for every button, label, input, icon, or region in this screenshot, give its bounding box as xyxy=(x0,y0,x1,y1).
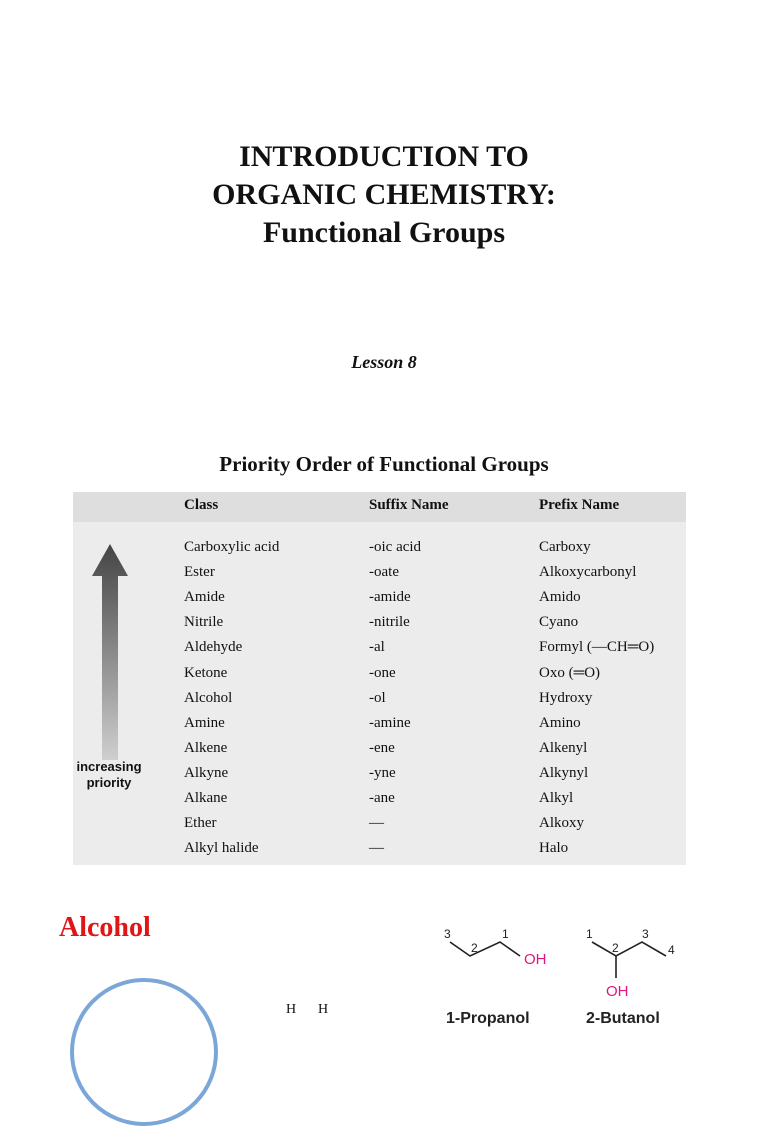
propanol-oh-group: OH xyxy=(524,951,547,968)
butanol-oh-group: OH xyxy=(606,983,629,1000)
table-cell-suffix: -amine xyxy=(369,714,411,731)
table-cell-class: Alcohol xyxy=(184,689,233,706)
table-cell-prefix: Oxo (═O) xyxy=(539,664,601,681)
table-cell-class: Ketone xyxy=(184,664,228,681)
table-title: Priority Order of Functional Groups xyxy=(219,452,549,476)
table-cell-prefix: Halo xyxy=(539,840,569,857)
priority-table xyxy=(73,492,686,865)
table-cell-class: Amine xyxy=(184,714,225,731)
table-cell-class: Alkane xyxy=(184,790,228,806)
table-cell-suffix: -yne xyxy=(369,764,396,781)
table-cell-prefix: Alkyl xyxy=(539,790,574,806)
priority-label-line-1: increasing xyxy=(76,759,142,774)
table-cell-suffix: -oate xyxy=(369,564,399,581)
blue-circle-shape xyxy=(70,978,218,1126)
table-cell-class: Alkyne xyxy=(184,764,229,781)
butanol-number-3: 3 xyxy=(642,927,649,941)
propanol-number-3: 3 xyxy=(444,927,451,941)
table-cell-suffix: -amide xyxy=(369,589,411,606)
table-cell-prefix: Alkoxycarbonyl xyxy=(539,564,637,581)
table-cell-prefix: Alkoxy xyxy=(539,815,584,832)
header-prefix: Prefix Name xyxy=(539,497,620,513)
butanol-number-2: 2 xyxy=(612,941,619,955)
table-cell-prefix: Formyl (—CH═O) xyxy=(539,639,655,656)
alcohol-molecules-diagram xyxy=(430,920,690,1000)
header-class: Class xyxy=(184,497,219,513)
h-atom-1: H xyxy=(286,1002,297,1017)
table-cell-suffix: -one xyxy=(369,664,396,681)
lesson-label: Lesson 8 xyxy=(351,352,417,372)
table-cell-suffix: — xyxy=(369,815,384,832)
table-cell-suffix: -al xyxy=(369,639,385,656)
butanol-number-4: 4 xyxy=(668,943,675,957)
table-cell-class: Alkyl halide xyxy=(184,840,259,857)
table-cell-class: Amide xyxy=(184,589,225,606)
propanol-number-1: 1 xyxy=(502,927,509,941)
increasing-priority-arrow-icon xyxy=(90,542,130,762)
table-cell-suffix: -nitrile xyxy=(369,614,410,631)
page-title-line-1: INTRODUCTION TO xyxy=(239,140,529,173)
table-cell-prefix: Alkynyl xyxy=(539,764,589,781)
page-title-line-2: ORGANIC CHEMISTRY: xyxy=(212,178,556,211)
table-cell-class: Nitrile xyxy=(184,614,224,631)
increasing-priority-label xyxy=(73,759,145,791)
butanol-name: 2-Butanol xyxy=(586,1010,660,1027)
table-cell-prefix: Carboxy xyxy=(539,539,591,555)
table-cell-prefix: Cyano xyxy=(539,614,579,631)
table-cell-class: Ester xyxy=(184,564,215,581)
h-atom-2: H xyxy=(318,1002,329,1017)
propanol-number-2: 2 xyxy=(471,941,478,955)
table-cell-suffix: — xyxy=(369,840,384,857)
table-header-row xyxy=(73,492,686,522)
table-cell-suffix: -ol xyxy=(369,689,386,706)
table-cell-class: Carboxylic acid xyxy=(184,539,280,555)
header-suffix: Suffix Name xyxy=(369,497,449,513)
table-cell-suffix: -ene xyxy=(369,739,395,756)
table-cell-prefix: Alkenyl xyxy=(539,739,588,756)
table-cell-class: Alkene xyxy=(184,739,228,756)
alcohol-heading: Alcohol xyxy=(59,912,151,943)
table-cell-prefix: Amido xyxy=(539,589,581,606)
butanol-number-1: 1 xyxy=(586,927,593,941)
page-title-line-3: Functional Groups xyxy=(262,216,505,249)
table-cell-prefix: Hydroxy xyxy=(539,689,593,706)
priority-label-line-2: priority xyxy=(86,775,132,790)
table-cell-class: Ether xyxy=(184,815,217,832)
propanol-name: 1-Propanol xyxy=(446,1010,530,1027)
table-cell-prefix: Amino xyxy=(539,714,581,731)
table-cell-suffix: -ane xyxy=(369,790,395,806)
table-cell-suffix: -oic acid xyxy=(369,539,422,555)
table-cell-class: Aldehyde xyxy=(184,639,243,656)
